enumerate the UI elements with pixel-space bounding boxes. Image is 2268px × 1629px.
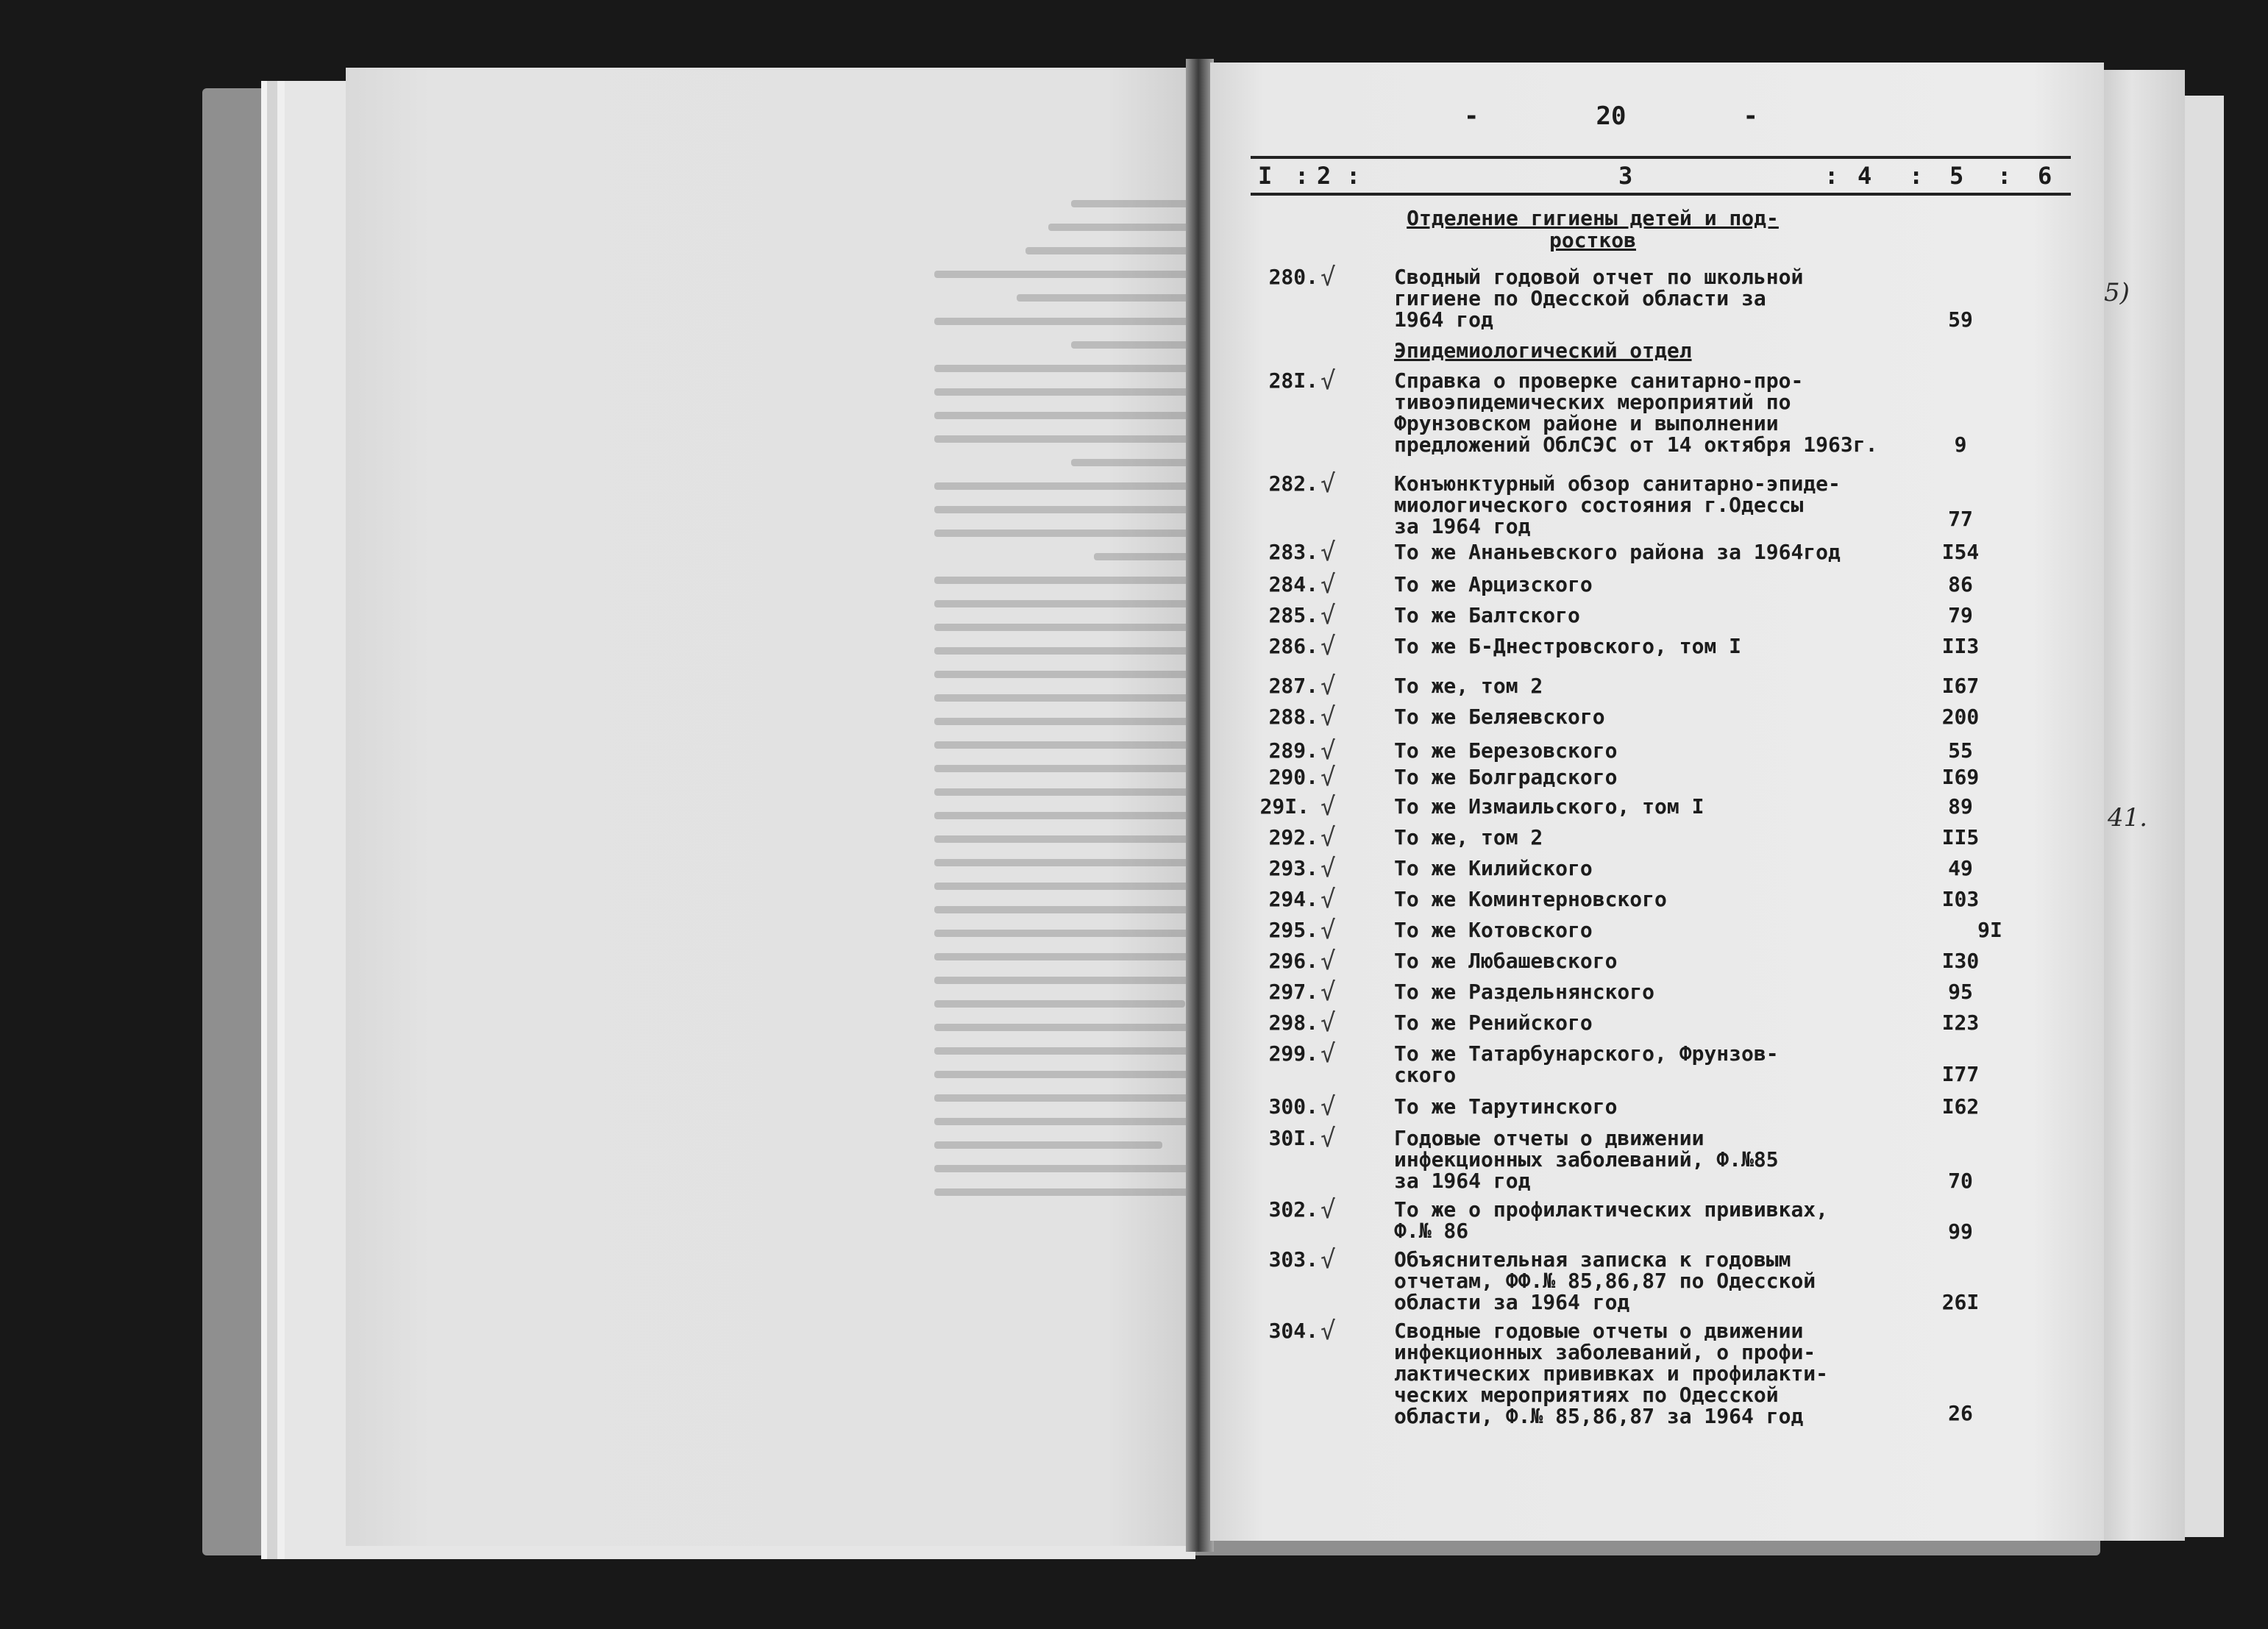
entry-title: То же Болградского (1394, 765, 1618, 789)
check-mark: √ (1320, 1039, 1336, 1069)
check-mark: √ (1320, 1008, 1336, 1038)
entry-title: Сводные годовые отчеты о движении инфекционных заболеваний, о профи- лактических прививках и профилакти- ческих мероприятиях по Одесской области, Ф.№ 85,86,87 за 1964 год (1394, 1319, 1829, 1428)
entry-number: 302. (1268, 1197, 1318, 1222)
check-mark: √ (1320, 469, 1336, 499)
entry-number: 28I. (1268, 368, 1318, 393)
check-mark: √ (1320, 947, 1336, 976)
col-sep-3: : (1824, 162, 1839, 190)
entry-title: То же Татарбунарского, Фрунзов- ского (1394, 1041, 1779, 1087)
column-header-row (1251, 156, 2071, 196)
margin-note-top: 5) (2104, 278, 2130, 307)
page-number (1464, 94, 1758, 138)
entry-title: То же Арцизского (1394, 572, 1593, 596)
col-3: 3 (1618, 162, 1633, 190)
entry-sheets: I03 (1941, 887, 1980, 911)
check-mark: √ (1320, 977, 1336, 1007)
check-mark: √ (1320, 671, 1336, 701)
page-dash-left: - (1464, 101, 1479, 131)
entry-number: 299. (1268, 1041, 1318, 1066)
check-mark: √ (1320, 763, 1336, 792)
entry-title: Годовые отчеты о движении инфекционных заболеваний, Ф.№85 за 1964 год (1394, 1126, 1779, 1193)
entry-title: То же Балтского (1394, 603, 1580, 627)
check-mark: √ (1320, 885, 1336, 914)
entry-sheets: 55 (1948, 738, 1973, 763)
entry-number: 303. (1268, 1247, 1318, 1272)
entry-sheets: I77 (1941, 1062, 1980, 1086)
entry-title: То же о профилактических прививках, Ф.№ 86 (1394, 1197, 1829, 1243)
col-sep-4: : (1909, 162, 1924, 190)
check-mark: √ (1320, 1124, 1336, 1153)
entry-sheets: 86 (1948, 572, 1973, 596)
entry-number: 289. (1268, 738, 1318, 763)
entry-title: Справка о проверке санитарно-про- тивоэпидемических мероприятий по Фрунзовском районе и выполнении предложений ОблСЭС от 14 октября 1963г. (1394, 368, 1878, 457)
entry-sheets: 95 (1948, 980, 1973, 1004)
entry-number: 288. (1268, 705, 1318, 729)
entry-title: То же Ананьевского района за 1964год (1394, 540, 1841, 564)
entry-title: То же Измаильского, том I (1394, 794, 1704, 819)
entry-number: 29I. (1259, 794, 1309, 819)
check-mark: √ (1320, 1092, 1336, 1122)
entry-sheets: I23 (1941, 1010, 1980, 1035)
entry-number: 286. (1268, 634, 1318, 658)
entry-title: Объяснительная записка к годовым отчетам, ФФ.№ 85,86,87 по Одесской области за 1964 год (1394, 1247, 1816, 1314)
col-4: 4 (1858, 162, 1872, 190)
entry-number: 300. (1268, 1094, 1318, 1119)
check-mark: √ (1320, 538, 1336, 567)
col-6: 6 (2038, 162, 2052, 190)
entry-title: То же Любашевского (1394, 949, 1618, 973)
entry-sheets: 200 (1941, 705, 1980, 729)
entry-title: То же Тарутинского (1394, 1094, 1618, 1119)
col-2: 2 (1317, 162, 1332, 190)
entry-title: Сводный годовой отчет по школьной гигиене по Одесской области за 1964 год (1394, 265, 1804, 332)
entry-sheets: II5 (1941, 825, 1980, 849)
entry-number: 284. (1268, 572, 1318, 596)
entry-title: Конъюнктурный обзор санитарно-эпиде- миологического состояния г.Одессы за 1964 год (1394, 471, 1841, 538)
left-page (346, 68, 1192, 1546)
entry-number: 280. (1268, 265, 1318, 289)
entry-number: 294. (1268, 887, 1318, 911)
entry-number: 30I. (1268, 1126, 1318, 1150)
page-number-value: 20 (1596, 101, 1627, 131)
check-mark: √ (1320, 366, 1336, 396)
col-1: I (1258, 162, 1273, 190)
entry-sheets: 9I (1977, 918, 2002, 942)
check-mark: √ (1320, 570, 1336, 599)
entry-title: То же Котовского (1394, 918, 1593, 942)
check-mark: √ (1320, 1316, 1336, 1346)
entry-title: То же Б-Днестровского, том I (1394, 634, 1742, 658)
entry-number: 287. (1268, 674, 1318, 698)
entry-title: То же, том 2 (1394, 825, 1543, 849)
entry-sheets: 26 (1948, 1401, 1973, 1425)
col-5: 5 (1949, 162, 1964, 190)
entry-number: 293. (1268, 856, 1318, 880)
col-sep-1: : (1295, 162, 1309, 190)
section-title-children-hygiene: Отделение гигиены детей и под- ростков (1407, 206, 1779, 252)
entry-sheets: I30 (1941, 949, 1980, 973)
entry-sheets: II3 (1941, 634, 1980, 658)
check-mark: √ (1320, 632, 1336, 661)
entry-number: 290. (1268, 765, 1318, 789)
check-mark: √ (1320, 263, 1336, 292)
check-mark: √ (1320, 736, 1336, 766)
entry-sheets: 77 (1948, 507, 1973, 531)
col-sep-5: : (1997, 162, 2012, 190)
entry-number: 296. (1268, 949, 1318, 973)
check-mark: √ (1320, 792, 1336, 821)
entry-sheets: 89 (1948, 794, 1973, 819)
check-mark: √ (1320, 1195, 1336, 1225)
entry-title: То же Раздельнянского (1394, 980, 1655, 1004)
entry-title: То же Ренийского (1394, 1010, 1593, 1035)
page-dash-right: - (1743, 101, 1758, 131)
entry-sheets: 79 (1948, 603, 1973, 627)
entry-sheets: 49 (1948, 856, 1973, 880)
entry-number: 282. (1268, 471, 1318, 496)
entry-sheets: I54 (1941, 540, 1980, 564)
check-mark: √ (1320, 823, 1336, 852)
check-mark: √ (1320, 702, 1336, 732)
entry-number: 283. (1268, 540, 1318, 564)
entry-number: 298. (1268, 1010, 1318, 1035)
check-mark: √ (1320, 916, 1336, 945)
entry-sheets: I69 (1941, 765, 1980, 789)
check-mark: √ (1320, 854, 1336, 883)
entry-title: То же Березовского (1394, 738, 1618, 763)
entry-number: 295. (1268, 918, 1318, 942)
entry-number: 285. (1268, 603, 1318, 627)
check-mark: √ (1320, 601, 1336, 630)
entry-number: 292. (1268, 825, 1318, 849)
entry-number: 304. (1268, 1319, 1318, 1343)
entry-title: То же Килийского (1394, 856, 1593, 880)
entry-sheets: 99 (1948, 1219, 1973, 1244)
entry-sheets: I67 (1941, 674, 1980, 698)
entry-sheets: 9 (1954, 432, 1967, 457)
entry-title: То же, том 2 (1394, 674, 1543, 698)
entry-title: То же Коминтерновского (1394, 887, 1667, 911)
entry-sheets: I62 (1941, 1094, 1980, 1119)
entry-title: То же Беляевского (1394, 705, 1605, 729)
entry-sheets: 70 (1948, 1169, 1973, 1193)
section-title-epidemiology: Эпидемиологический отдел (1394, 338, 1692, 363)
entry-sheets: 59 (1948, 307, 1973, 332)
entry-sheets: 26I (1941, 1290, 1980, 1314)
entry-number: 297. (1268, 980, 1318, 1004)
check-mark: √ (1320, 1245, 1336, 1275)
col-sep-2: : (1346, 162, 1361, 190)
margin-note-middle: 41. (2108, 803, 2148, 833)
